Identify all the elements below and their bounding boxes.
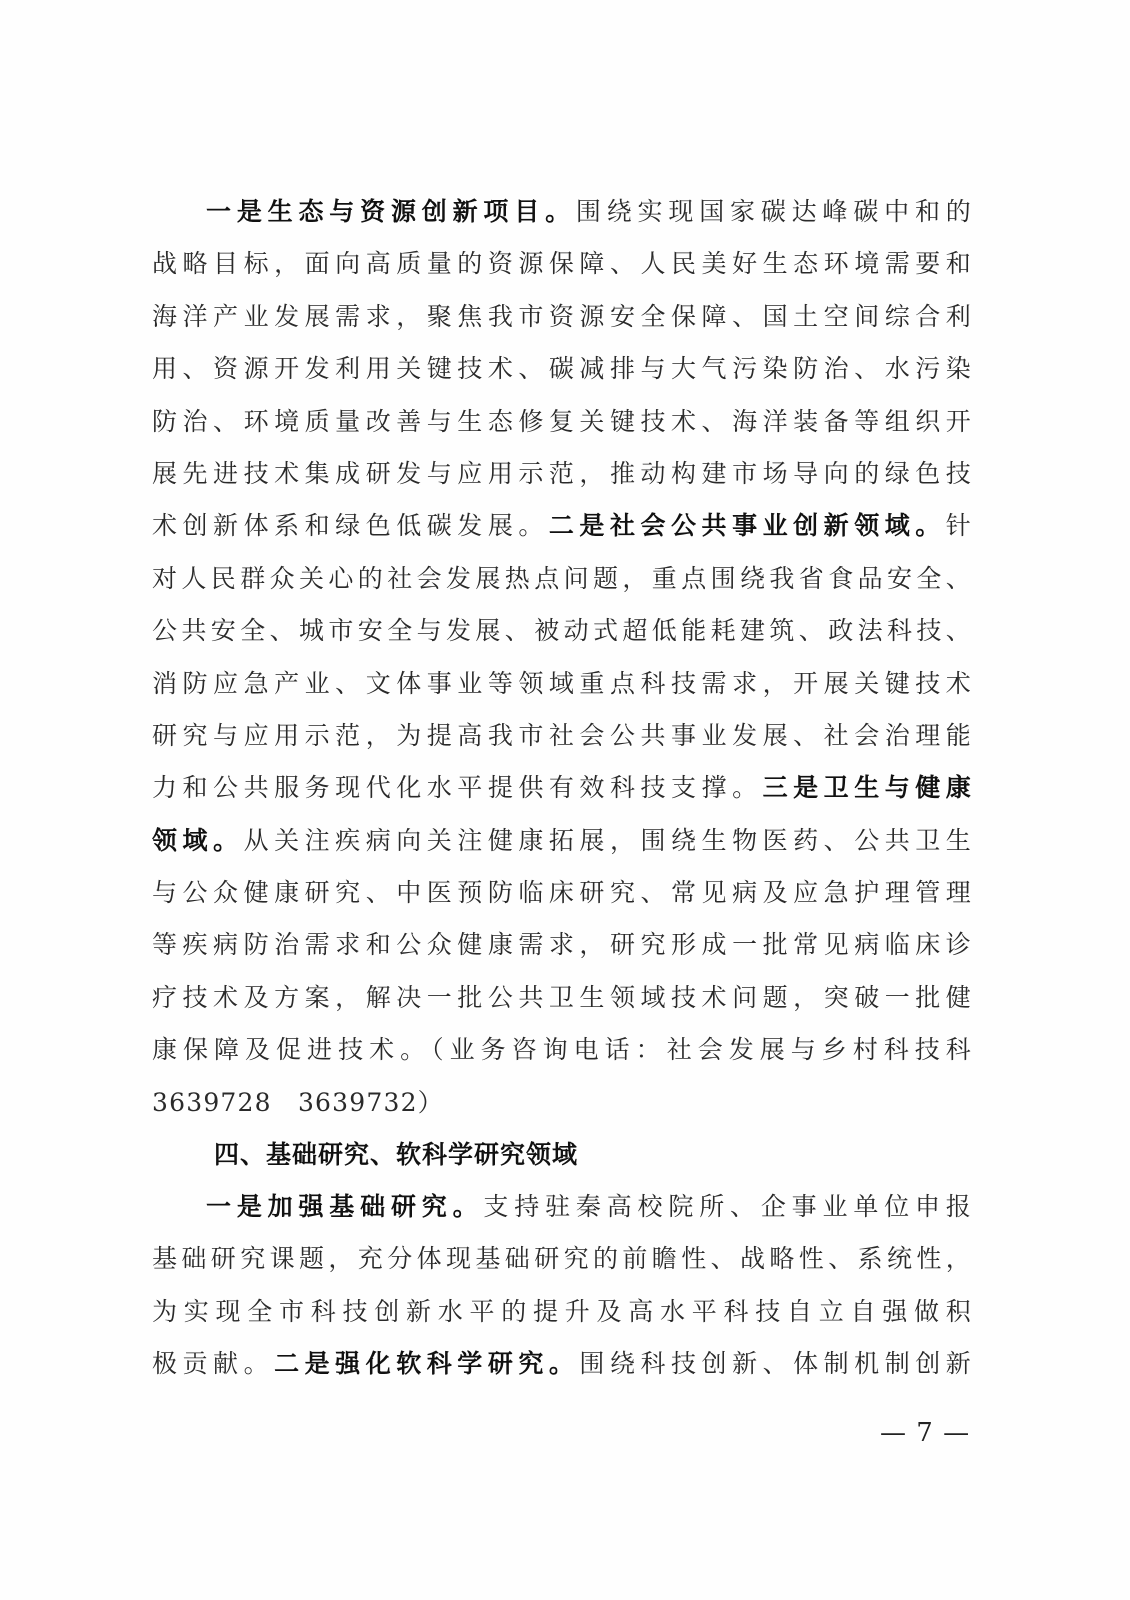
bold-lead-phrase: 二是社会公共事业创新领域。 [548, 511, 946, 541]
text-line [152, 238, 972, 290]
text-line [152, 867, 972, 919]
text-run: 极贡献。 [152, 1349, 275, 1379]
text-run: 等疾病防治需求和公众健康需求，研究形成一批常见病临床诊 [152, 930, 972, 960]
text-run: 展先进技术集成研发与应用示范，推动构建市场导向的绿色技 [152, 458, 972, 488]
text-run: 力和公共服务现代化水平提供有效科技支撑。 [152, 773, 763, 803]
paragraph-ecology-social-health [152, 186, 972, 1129]
text-run: 疗技术及方案，解决一批公共卫生领域技术问题，突破一批健 [152, 982, 972, 1012]
bold-lead-phrase: 一是生态与资源创新项目。 [206, 197, 576, 226]
text-line [152, 658, 972, 710]
text-run: 围绕科技创新、体制机制创新 [579, 1349, 972, 1379]
text-line [152, 500, 972, 552]
text-run: 针 [945, 511, 972, 541]
text-line-phone-numbers [152, 1077, 972, 1129]
bold-lead-phrase: 三是卫生与健康 [762, 773, 972, 803]
text-run: 康保障及促进技术。（业务咨询电话：社会发展与乡村科技科 [152, 1035, 972, 1065]
text-line [152, 972, 972, 1024]
text-line [152, 1024, 972, 1076]
text-line [152, 291, 972, 343]
text-line [152, 1286, 972, 1338]
text-run: 3639728 3639732） [152, 1087, 444, 1117]
text-run: 围绕实现国家碳达峰碳中和的 [575, 197, 972, 226]
text-line [152, 762, 972, 814]
text-run: 防治、环境质量改善与生态修复关键技术、海洋装备等组织开 [152, 406, 972, 436]
text-run: 支持驻秦高校院所、企事业单位申报 [483, 1192, 972, 1221]
text-run: 为实现全市科技创新水平的提升及高水平科技自立自强做积 [152, 1296, 972, 1326]
text-line [152, 343, 972, 395]
page-number: — 7 — [880, 1418, 971, 1448]
text-line [152, 710, 972, 762]
text-line [152, 396, 972, 448]
paragraph-basic-research [152, 1181, 972, 1391]
section-heading: 四、基础研究、软科学研究领域 [214, 1140, 579, 1169]
text-run: 用、资源开发利用关键技术、碳减排与大气污染防治、水污染 [152, 354, 972, 384]
text-run: 与公众健康研究、中医预防临床研究、常见病及应急护理管理 [152, 878, 972, 908]
text-run: 从关注疾病向关注健康拓展，围绕生物医药、公共卫生 [243, 825, 972, 855]
text-line [152, 186, 972, 238]
text-line [152, 1338, 972, 1390]
text-run: 术创新体系和绿色低碳发展。 [152, 511, 549, 541]
bold-lead-phrase: 一是加强基础研究。 [206, 1192, 484, 1221]
text-run: 战略目标，面向高质量的资源保障、人民美好生态环境需要和 [152, 249, 972, 279]
text-line [152, 448, 972, 500]
text-run: 公共安全、城市安全与发展、被动式超低能耗建筑、政法科技、 [152, 616, 972, 646]
text-line [152, 1233, 972, 1285]
text-line [152, 815, 972, 867]
bold-lead-phrase: 二是强化软科学研究。 [274, 1349, 580, 1379]
bold-lead-phrase: 领域。 [152, 825, 244, 855]
text-run: 消防应急产业、文体事业等领域重点科技需求，开展关键技术 [152, 668, 972, 698]
text-run: 基础研究课题，充分体现基础研究的前瞻性、战略性、系统性， [152, 1244, 972, 1274]
text-line [152, 553, 972, 605]
text-run: 对人民群众关心的社会发展热点问题，重点围绕我省食品安全、 [152, 563, 972, 593]
text-run: 研究与应用示范，为提高我市社会公共事业发展、社会治理能 [152, 720, 972, 750]
text-line [152, 1181, 972, 1233]
text-line [152, 919, 972, 971]
text-run: 海洋产业发展需求，聚焦我市资源安全保障、国土空间综合利 [152, 301, 972, 331]
section-heading-block [152, 1129, 972, 1181]
text-line [152, 605, 972, 657]
